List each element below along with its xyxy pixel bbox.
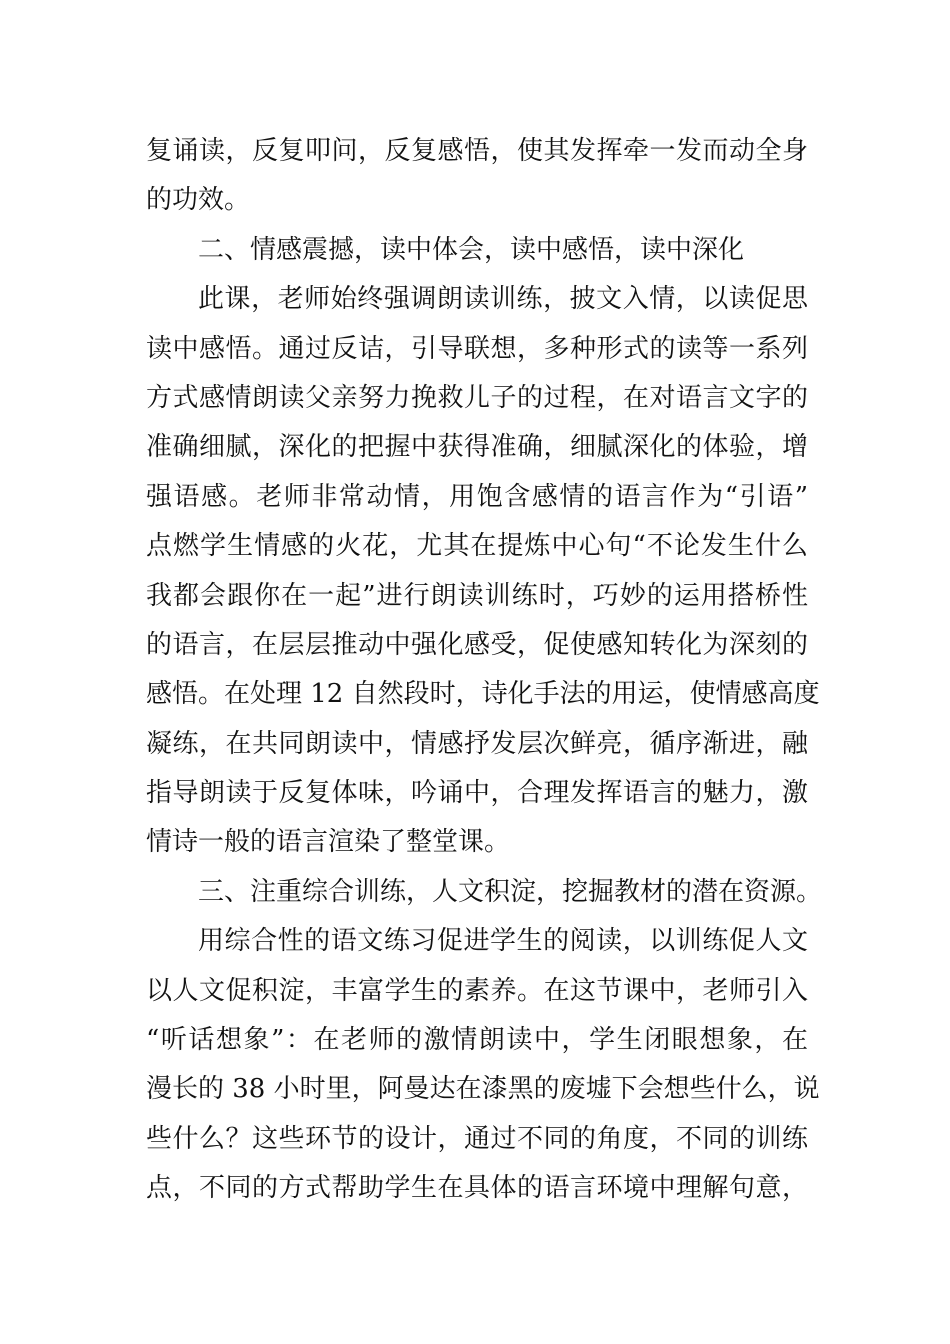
text-line: 情诗一般的语言渲染了整堂课。	[146, 827, 511, 858]
text-line: 我都会跟你在一起”进行朗读训练时，巧妙的运用搭桥性	[146, 580, 808, 611]
text-line: 强语感。老师非常动情，用饱含感情的语言作为“引语”	[146, 481, 808, 512]
text-line: 的语言，在层层推动中强化感受，促使感知转化为深刻的	[146, 629, 808, 660]
paragraph-first-line: 二、情感震撼，读中体会，读中感悟，读中深化	[198, 234, 745, 265]
text-line: 准确细腻，深化的把握中获得准确，细腻深化的体验，增	[146, 432, 808, 463]
text-line: 漫长的 38 小时里，阿曼达在漆黑的废墟下会想些什么，说	[146, 1074, 820, 1105]
text-line: 凝练，在共同朗读中，情感抒发层次鲜亮，循序渐进，融	[146, 728, 808, 759]
paragraph-first-line: 此课，老师始终强调朗读训练，披文入情，以读促思	[198, 284, 808, 315]
text-line: 的功效。	[146, 185, 251, 216]
text-line: “听话想象”：在老师的激情朗读中，学生闭眼想象，在	[146, 1025, 808, 1056]
text-line: 点燃学生情感的火花，尤其在提炼中心句“不论发生什么	[146, 531, 808, 562]
document-body	[146, 127, 823, 1214]
paragraph-first-line: 用综合性的语文练习促进学生的阅读，以训练促人文	[198, 926, 808, 957]
text-line: 感悟。在处理 12 自然段时，诗化手法的用运，使情感高度	[146, 679, 820, 710]
paragraph-first-line: 三、注重综合训练，人文积淀，挖掘教材的潜在资源。	[198, 876, 823, 907]
text-line: 读中感悟。通过反诘，引导联想，多种形式的读等一系列	[146, 333, 808, 364]
text-line: 点，不同的方式帮助学生在具体的语言环境中理解句意，	[146, 1173, 808, 1204]
text-line: 复诵读，反复叩问，反复感悟，使其发挥牵一发而动全身	[146, 136, 808, 166]
text-line: 些什么？这些环节的设计，通过不同的角度，不同的训练	[146, 1123, 808, 1154]
text-line: 以人文促积淀，丰富学生的素养。在这节课中，老师引入	[146, 975, 808, 1006]
text-line: 方式感情朗读父亲努力挽救儿子的过程，在对语言文字的	[146, 382, 808, 413]
text-line: 指导朗读于反复体味，吟诵中，合理发挥语言的魅力，激	[146, 778, 808, 809]
